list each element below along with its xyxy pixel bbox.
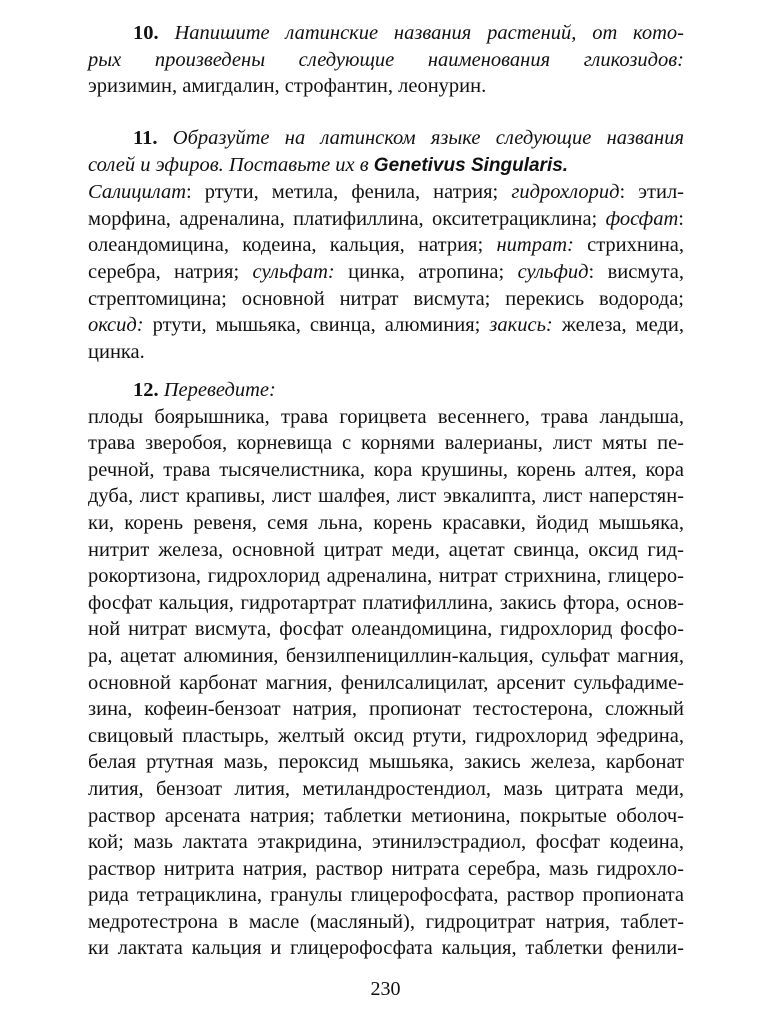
- exercise-10: [88, 20, 684, 100]
- text-line: речной, трава тысячелистника, кора крушины, корень алтея, кора: [88, 458, 684, 481]
- text-line: ки лактата кальция и глицерофосфата кальция, таблетки фенили-: [88, 937, 684, 960]
- exercise-number: 12.: [133, 379, 159, 401]
- text-line: рокортизона, гидрохлорид адреналина, нитрат стрихнина, глицеро-: [88, 565, 684, 588]
- exercise-11-line-5: олеандомицина, кодеина, кальция, натрия; нитрат: стрихнина,: [88, 234, 685, 257]
- text-line: дуба, лист крапивы, лист шалфея, лист эвкалипта, лист наперстян-: [88, 485, 684, 508]
- exercise-number: 11.: [133, 127, 158, 149]
- exercise-12: [88, 377, 684, 962]
- text-line: ки, корень ревеня, семя льна, корень красавки, йодид мышьяка,: [88, 511, 684, 534]
- text-line: раствор нитрита натрия, раствор нитрата серебра, мазь гидрохло-: [88, 857, 684, 880]
- text-line: ра, ацетат алюминия, бензилпенициллин-кальция, сульфат магния,: [88, 644, 684, 667]
- exercise-10-line-3: эризимин, амигдалин, строфантин, леонурин.: [88, 75, 487, 98]
- text-line: белая ртутная мазь, пероксид мышьяка, закись железа, карбонат: [88, 751, 684, 774]
- text-line: рида тетрациклина, гранулы глицерофосфата, раствор пропионата: [88, 884, 684, 907]
- exercise-task: Образуйте на латинском языке следующие названия: [172, 127, 684, 149]
- text-line: основной карбонат магния, фенилсалицилат, арсенит сульфадиме-: [88, 671, 684, 694]
- text-line: лития, бензоат лития, метиландростендиол, мазь цитрата меди,: [88, 777, 684, 800]
- exercise-11-line-4: морфина, адреналина, платифиллина, окситетрациклина; фосфат:: [88, 207, 684, 230]
- exercise-task: Напишите латинские названия растений, от кото-: [174, 22, 684, 44]
- page-number: 230: [370, 978, 401, 1000]
- text-line: ной нитрат висмута, фосфат олеандомицина, гидрохлорид фосфо-: [88, 618, 684, 641]
- exercise-11-line-3: Салицилат: ртути, метила, фенила, натрия; гидрохлорид: этил-: [88, 181, 685, 204]
- text-line: медротестрона в масле (масляный), гидроцитрат натрия, таблет-: [88, 910, 684, 933]
- exercise-11-line-1: [88, 125, 684, 152]
- text-line: кой; мазь лактата этакридина, этинилэстрадиол, фосфат кодеина,: [88, 831, 684, 854]
- exercise-11-line-8: оксид: ртути, мышьяка, свинца, алюминия; закись: железа, меди,: [88, 314, 685, 337]
- exercise-10-line-1: [88, 20, 684, 47]
- text-line: свицовый пластырь, желтый оксид ртути, гидрохлорид эфедрина,: [88, 724, 684, 747]
- text-line: фосфат кальция, гидротартрат платифиллина, закись фтора, основ-: [88, 591, 684, 614]
- exercise-11-line-9: цинка.: [88, 340, 145, 363]
- exercise-10-line-2: рых произведены следующие наименования гликозидов:: [88, 48, 684, 71]
- exercise-task: Переведите:: [163, 379, 276, 401]
- exercise-11-line-7: стрептомицина; основной нитрат висмута; перекись водорода;: [88, 287, 684, 310]
- exercise-11: [88, 125, 684, 365]
- text-line: раствор арсената натрия; таблетки метионина, покрытые оболоч-: [88, 804, 684, 827]
- text-line: трава зверобоя, корневища с корнями валерианы, лист мяты пе-: [88, 432, 684, 455]
- text-line: зина, кофеин-бензоат натрия, пропионат тестостерона, сложный: [88, 698, 684, 721]
- text-line: плоды боярышника, трава горицвета весеннего, трава ландыша,: [88, 405, 684, 428]
- exercise-11-line-6: серебра, натрия; сульфат: цинка, атропина; сульфид: висмута,: [88, 260, 685, 283]
- exercise-number: 10.: [133, 22, 159, 44]
- text-line: нитрит железа, основной цитрат меди, ацетат свинца, оксид гид-: [88, 538, 684, 561]
- case-name: Genetivus Singularis.: [373, 154, 569, 176]
- exercise-12-line-1: [88, 377, 684, 404]
- exercise-11-line-2: солей и эфиров. Поставьте их в Genetivus Singularis.: [88, 153, 569, 176]
